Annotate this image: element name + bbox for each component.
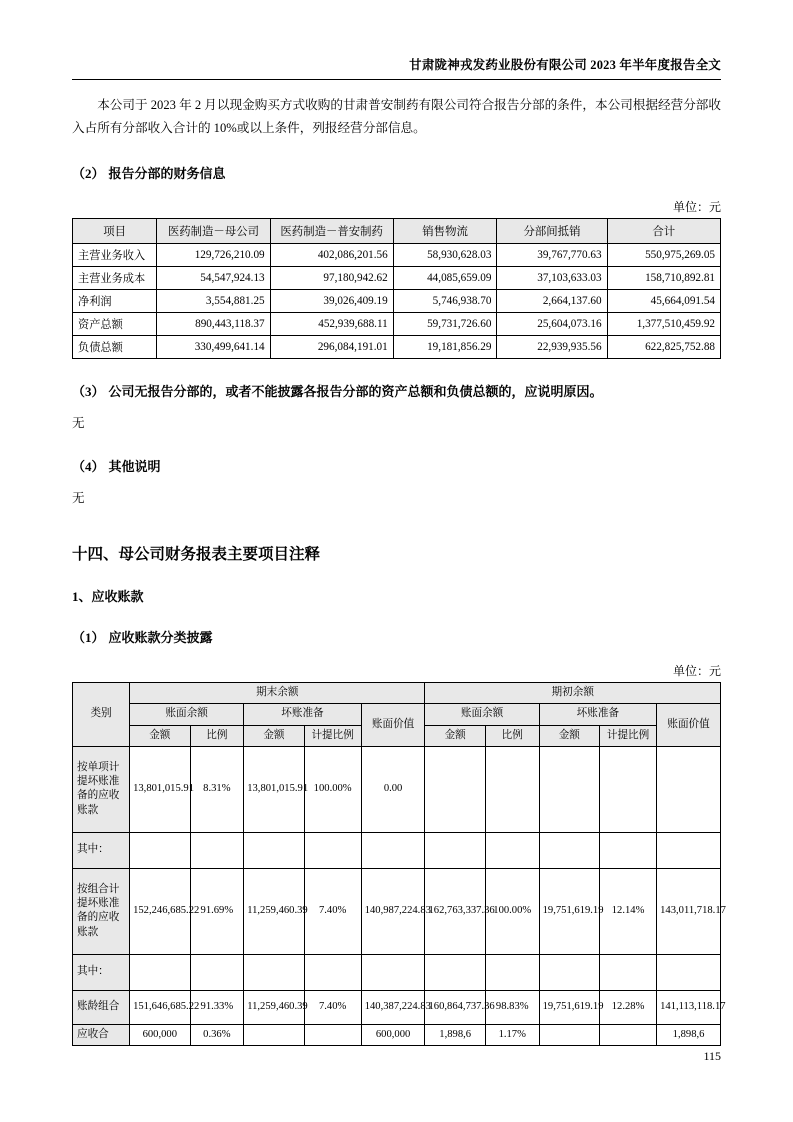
cell-value: 12.28% — [600, 990, 657, 1024]
row-category: 其中： — [73, 832, 130, 868]
column-header-offset: 分部间抵销 — [497, 218, 607, 243]
cell-value: 22,939,935.56 — [497, 335, 607, 358]
cell-value: 151,646,685.22 — [130, 990, 190, 1024]
cell-value: 129,726,210.09 — [157, 243, 270, 266]
row-category: 按单项计提坏账准备的应收账款 — [73, 746, 130, 832]
cell-value — [657, 746, 721, 832]
cell-value: 143,011,718.17 — [657, 868, 721, 954]
cell-value — [304, 832, 361, 868]
cell-value — [190, 832, 244, 868]
cell-value: 45,664,091.54 — [607, 289, 720, 312]
receivables-number: （1） — [72, 629, 105, 645]
cell-value — [361, 832, 425, 868]
cell-value: 160,864,737.36 — [425, 990, 485, 1024]
column-header-book-value-end: 账面价值 — [361, 704, 425, 747]
cell-value: 7.40% — [304, 990, 361, 1024]
row-label: 净利润 — [73, 289, 157, 312]
chapter-title: 十四、母公司财务报表主要项目注释 — [72, 545, 321, 563]
cell-value: 100.00% — [304, 746, 361, 832]
section-3-body: 无 — [72, 415, 85, 430]
page-header: 甘肃陇神戎发药业股份有限公司 2023 年半年度报告全文 — [409, 58, 721, 72]
section-3-number: （3） — [72, 383, 105, 399]
cell-value — [244, 954, 304, 990]
table-row — [73, 243, 721, 266]
cell-value: 39,026,409.19 — [270, 289, 393, 312]
cell-value — [304, 1024, 361, 1045]
column-header-provision-ratio: 计提比例 — [304, 725, 361, 746]
cell-value: 11,259,460.39 — [244, 990, 304, 1024]
section-4-number: （4） — [72, 459, 105, 475]
cell-value — [425, 746, 485, 832]
segment-financial-table — [72, 218, 721, 359]
cell-value: 44,085,659.09 — [393, 266, 497, 289]
cell-value: 97,180,942.62 — [270, 266, 393, 289]
cell-value — [600, 746, 657, 832]
item-1-title: 1、应收账款 — [72, 588, 144, 604]
column-header-bad-debt-begin: 坏账准备 — [539, 704, 657, 725]
column-header-total: 合计 — [607, 218, 720, 243]
cell-value: 550,975,269.05 — [607, 243, 720, 266]
cell-value: 13,801,015.91 — [244, 746, 304, 832]
cell-value — [244, 1024, 304, 1045]
cell-value: 296,084,191.01 — [270, 335, 393, 358]
cell-value: 25,604,073.16 — [497, 312, 607, 335]
cell-value: 11,259,460.39 — [244, 868, 304, 954]
cell-value: 0.36% — [190, 1024, 244, 1045]
cell-value — [657, 954, 721, 990]
cell-value: 37,103,633.03 — [497, 266, 607, 289]
cell-value: 162,763,337.36 — [425, 868, 485, 954]
cell-value: 3,554,881.25 — [157, 289, 270, 312]
cell-value: 2,664,137.60 — [497, 289, 607, 312]
cell-value: 12.14% — [600, 868, 657, 954]
table-row — [73, 335, 721, 358]
cell-value: 91.69% — [190, 868, 244, 954]
table-row — [73, 266, 721, 289]
cell-value: 1,898,6 — [657, 1024, 721, 1045]
cell-value: 91.33% — [190, 990, 244, 1024]
column-header-amount: 金额 — [244, 725, 304, 746]
cell-value — [425, 954, 485, 990]
cell-value: 19,751,619.19 — [539, 990, 599, 1024]
cell-value — [539, 832, 599, 868]
header-divider — [72, 79, 721, 80]
cell-value — [600, 832, 657, 868]
segment-section-title: 报告分部的财务信息 — [108, 165, 226, 181]
cell-value — [244, 832, 304, 868]
cell-value: 152,246,685.22 — [130, 868, 190, 954]
column-header-ratio: 比例 — [190, 725, 244, 746]
column-header-amount: 金额 — [130, 725, 190, 746]
table-row — [73, 868, 721, 954]
cell-value — [600, 954, 657, 990]
column-header-item: 项目 — [73, 218, 157, 243]
cell-value — [539, 1024, 599, 1045]
column-header-puan: 医药制造－普安制药 — [270, 218, 393, 243]
column-header-provision-ratio: 计提比例 — [600, 725, 657, 746]
row-label: 主营业务成本 — [73, 266, 157, 289]
section-3-title: 公司无报告分部的，或者不能披露各报告分部的资产总额和负债总额的，应说明原因。 — [108, 383, 603, 399]
cell-value: 100.00% — [485, 868, 539, 954]
cell-value: 158,710,892.81 — [607, 266, 720, 289]
cell-value: 0.00 — [361, 746, 425, 832]
row-category: 账龄组合 — [73, 990, 130, 1024]
cell-value: 59,731,726.60 — [393, 312, 497, 335]
row-category: 按组合计提坏账准备的应收账款 — [73, 868, 130, 954]
row-label: 负债总额 — [73, 335, 157, 358]
cell-value — [485, 954, 539, 990]
column-header-logistics: 销售物流 — [393, 218, 497, 243]
section-4-body: 无 — [72, 491, 85, 506]
table-row — [73, 832, 721, 868]
cell-value — [600, 1024, 657, 1045]
receivables-unit-label: 单位：元 — [672, 663, 721, 678]
cell-value: 19,181,856.29 — [393, 335, 497, 358]
column-header-book-balance-begin: 账面余额 — [425, 704, 539, 725]
column-header-book-balance-end: 账面余额 — [130, 704, 244, 725]
column-header-end-balance: 期末余额 — [130, 682, 425, 703]
cell-value — [130, 954, 190, 990]
cell-value — [190, 954, 244, 990]
cell-value: 13,801,015.91 — [130, 746, 190, 832]
segment-unit-label: 单位：元 — [672, 199, 721, 214]
cell-value: 1,898,6 — [425, 1024, 485, 1045]
column-header-parent: 医药制造－母公司 — [157, 218, 270, 243]
cell-value: 1.17% — [485, 1024, 539, 1045]
cell-value: 140,387,224.83 — [361, 990, 425, 1024]
cell-value: 39,767,770.63 — [497, 243, 607, 266]
cell-value: 600,000 — [130, 1024, 190, 1045]
column-header-ratio: 比例 — [485, 725, 539, 746]
cell-value: 8.31% — [190, 746, 244, 832]
table-header-row — [73, 704, 721, 725]
cell-value — [539, 746, 599, 832]
column-header-bad-debt-end: 坏账准备 — [244, 704, 362, 725]
column-header-amount: 金额 — [539, 725, 599, 746]
cell-value: 19,751,619.19 — [539, 868, 599, 954]
cell-value — [539, 954, 599, 990]
row-category: 应收合 — [73, 1024, 130, 1045]
cell-value — [130, 832, 190, 868]
cell-value: 622,825,752.88 — [607, 335, 720, 358]
intro-paragraph: 本公司于 2023 年 2 月以现金购买方式收购的甘肃普安制药有限公司符合报告分部的条件，本公司根据经营分部收入占所有分部收入合计的 10%或以上条件，列报经营分部信息。 — [72, 98, 721, 136]
page-number: 115 — [703, 1049, 721, 1063]
column-header-begin-balance: 期初余额 — [425, 682, 721, 703]
section-3-heading — [72, 381, 721, 400]
cell-value — [304, 954, 361, 990]
table-row — [73, 746, 721, 832]
cell-value: 54,547,924.13 — [157, 266, 270, 289]
receivables-table — [72, 682, 726, 1046]
cell-value: 330,499,641.14 — [157, 335, 270, 358]
cell-value: 5,746,938.70 — [393, 289, 497, 312]
section-4-heading — [72, 456, 721, 475]
cell-value: 58,930,628.03 — [393, 243, 497, 266]
section-4-title: 其他说明 — [108, 459, 161, 475]
row-label: 主营业务收入 — [73, 243, 157, 266]
column-header-category: 类别 — [73, 682, 130, 746]
segment-section-number: （2） — [72, 165, 105, 181]
receivables-heading — [72, 627, 721, 646]
table-row — [73, 289, 721, 312]
receivables-title: 应收账款分类披露 — [108, 629, 213, 645]
cell-value: 402,086,201.56 — [270, 243, 393, 266]
cell-value: 890,443,118.37 — [157, 312, 270, 335]
cell-value: 600,000 — [361, 1024, 425, 1045]
row-category: 其中： — [73, 954, 130, 990]
table-row — [73, 312, 721, 335]
cell-value: 140,987,224.83 — [361, 868, 425, 954]
cell-value: 1,377,510,459.92 — [607, 312, 720, 335]
table-row — [73, 954, 721, 990]
cell-value: 452,939,688.11 — [270, 312, 393, 335]
column-header-amount: 金额 — [425, 725, 485, 746]
row-label: 资产总额 — [73, 312, 157, 335]
cell-value: 7.40% — [304, 868, 361, 954]
column-header-book-value-begin: 账面价值 — [657, 704, 721, 747]
segment-section-heading — [72, 163, 721, 182]
cell-value — [657, 832, 721, 868]
cell-value — [361, 954, 425, 990]
table-header-row — [73, 682, 721, 703]
cell-value — [425, 832, 485, 868]
cell-value: 141,113,118.17 — [657, 990, 721, 1024]
cell-value — [485, 746, 539, 832]
cell-value: 98.83% — [485, 990, 539, 1024]
table-header-row — [73, 218, 721, 243]
table-row — [73, 1024, 721, 1045]
cell-value — [485, 832, 539, 868]
table-row — [73, 990, 721, 1024]
